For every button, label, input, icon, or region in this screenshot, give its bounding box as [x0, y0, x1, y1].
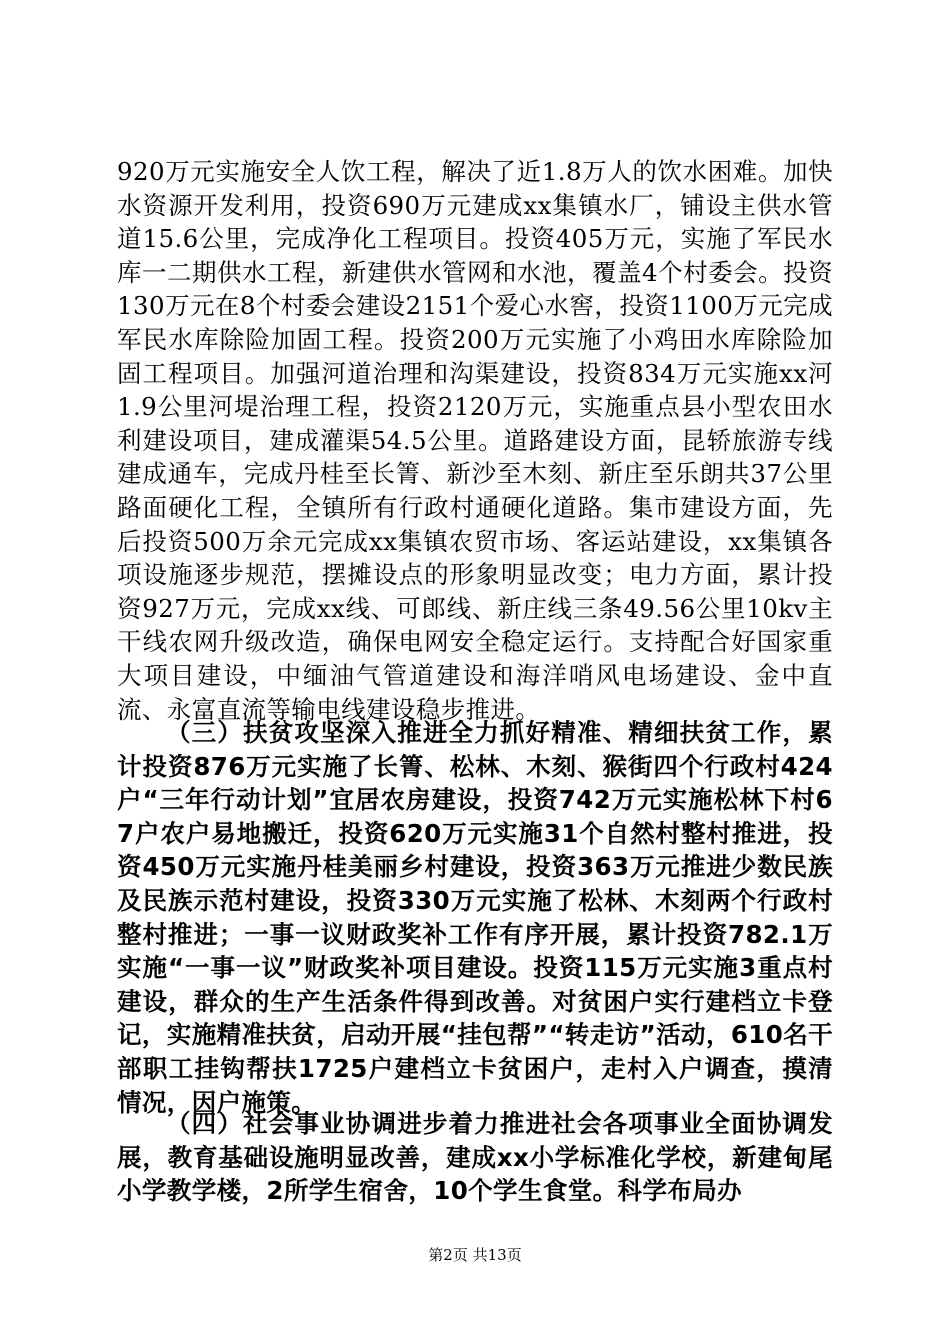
- body-paragraph-water-roads-power: 920万元实施安全人饮工程，解决了近1.8万人的饮水困难。加快水资源开发利用，投资690万元建成xx集镇水厂，铺设主供水管道15.6公里，完成净化工程项目。投资405万元，实施了军民水库一二期供水工程，新建供水管网和水池，覆盖4个村委会。投资130万元在8个村委会建设2151个爱心水窖，投资1100万元完成军民水库除险加固工程。投资200万元实施了小鸡田水库除险加固工程项目。加强河道治理和沟渠建设，投资834万元实施xx河1.9公里河堤治理工程，投资2120万元，实施重点县小型农田水利建设项目，建成灌渠54.5公里。道路建设方面，昆轿旅游专线建成通车，完成丹桂至长箐、新沙至木刻、新庄至乐朗共37公里路面硬化工程，全镇所有行政村通硬化道路。集市建设方面，先后投资500万余元完成xx集镇农贸市场、客运站建设，xx集镇各项设施逐步规范，摆摊设点的形象明显改变；电力方面，累计投资927万元，完成xx线、可郎线、新庄线三条49.56公里10kv主干线农网升级改造，确保电网安全稳定运行。支持配合好国家重大项目建设，中缅油气管道建设和海洋哨风电场建设、金中直流、永富直流等输电线建设稳步推进。: [117, 157, 833, 724]
- body-paragraph-poverty-alleviation: （三）扶贫攻坚深入推进全力抓好精准、精细扶贫工作，累计投资876万元实施了长箐、松林、木刻、猴街四个行政村424户“三年行动计划”宜居农房建设，投资742万元实施松林下村67户农户易地搬迁，投资620万元实施31个自然村整村推进，投资450万元实施丹桂美丽乡村建设，投资363万元推进少数民族及民族示范村建设，投资330万元实施了松林、木刻两个行政村整村推进；一事一议财政奖补工作有序开展，累计投资782.1万实施“一事一议”财政奖补项目建设。投资115万元实施3重点村建设，群众的生产生活条件得到改善。对贫困户实行建档立卡登记，实施精准扶贫，启动开展“挂包帮”“转走访”活动，610名干部职工挂钩帮扶1725户建档立卡贫困户，走村入户调查，摸清情况，因户施策。: [117, 718, 833, 1117]
- page-footer: 第2页 共13页: [428, 1246, 522, 1264]
- body-paragraph-social-affairs: （四）社会事业协调进步着力推进社会各项事业全面协调发展，教育基础设施明显改善，建成xx小学标准化学校，新建甸尾小学教学楼，2所学生宿舍，10个学生食堂。科学布局办: [117, 1109, 833, 1206]
